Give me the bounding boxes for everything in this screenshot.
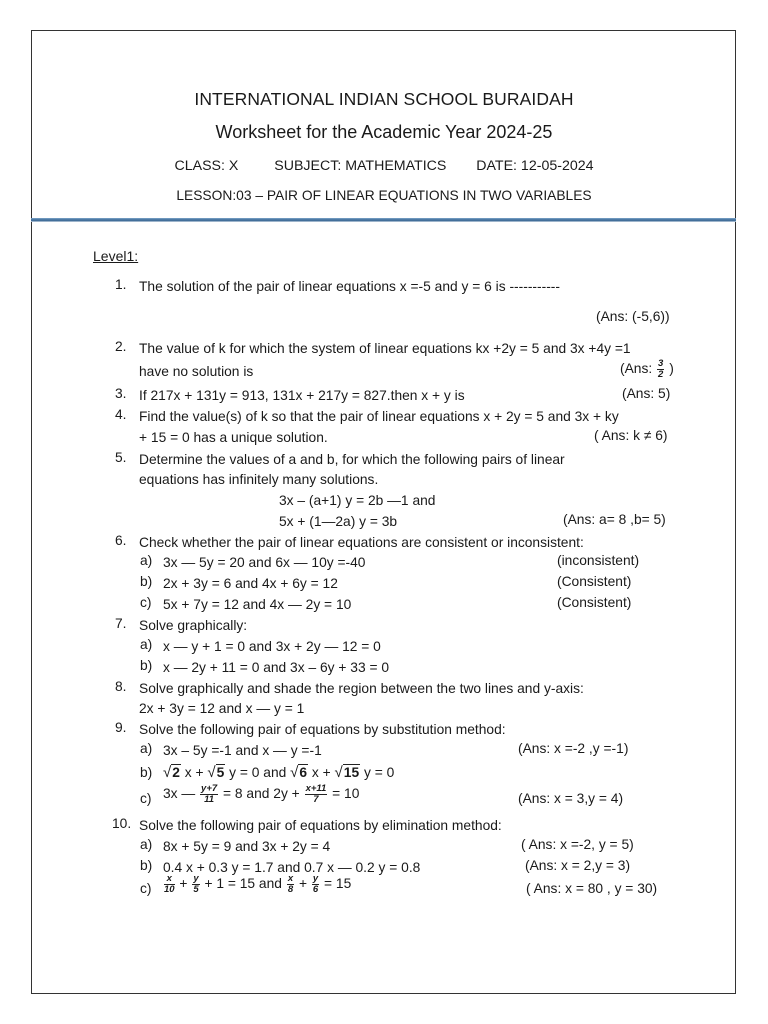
worksheet-title: Worksheet for the Academic Year 2024-25 (215, 122, 553, 142)
q9c-answer: (Ans: x = 3,y = 4) (518, 791, 624, 806)
q7a-label: a) (140, 637, 153, 652)
q1-text: The solution of the pair of linear equations x =-5 and y = 6 is ----------- (139, 279, 560, 294)
fraction-numerator: 3 (658, 358, 664, 369)
q8-equations: 2x + 3y = 12 and x — y = 1 (139, 701, 305, 716)
sqrt-5: √5 (207, 764, 225, 781)
q7b-label: b) (140, 658, 153, 673)
q6a-answer: (inconsistent) (557, 553, 640, 568)
q5-line1: Determine the values of a and b, for which the following pairs of linear (139, 452, 565, 467)
q4-line1: Find the value(s) of k so that the pair of linear equations x + 2y = 5 and 3x + ky (139, 409, 619, 424)
class-subject-date (0, 158, 768, 174)
fraction-x-over-10: $\frac{x}{10}$ (164, 873, 175, 895)
q6-text: Check whether the pair of linear equations are consistent or inconsistent: (139, 535, 584, 550)
q3-number: 3. (115, 386, 127, 401)
q10a-text: 8x + 5y = 9 and 3x + 2y = 4 (163, 839, 331, 854)
q10c-label: c) (140, 881, 152, 896)
sqrt-15: √15 (334, 764, 360, 781)
q6a-label: a) (140, 553, 153, 568)
class-label: CLASS: X (174, 158, 239, 174)
q5-number: 5. (115, 450, 127, 465)
q9b-label: b) (140, 765, 153, 780)
q5-line2: equations has infinitely many solutions. (139, 472, 379, 487)
q9b-text: √2 x + √5 y = 0 and √6 x + √15 y = 0 (163, 764, 395, 781)
q10-text: Solve the following pair of equations by elimination method: (139, 818, 502, 833)
fraction-x-over-8: $\frac{x}{8}$ (287, 873, 294, 895)
q10c-answer: ( Ans: x = 80 , y = 30) (526, 881, 658, 896)
fraction-y-over-5: $\frac{y}{5}$ (193, 873, 199, 895)
q8-text: Solve graphically and shade the region between the two lines and y-axis: (139, 681, 584, 696)
q6b-answer: (Consistent) (557, 574, 632, 589)
q10-number: 10. (112, 816, 132, 831)
fraction-x-plus-11-over-7: $\frac{x+11}{7}$ (305, 783, 327, 805)
q10b-answer: (Ans: x = 2,y = 3) (525, 858, 631, 873)
header-divider (31, 218, 736, 222)
q6a-text: 3x — 5y = 20 and 6x — 10y =-40 (163, 555, 366, 570)
q10b-text: 0.4 x + 0.3 y = 1.7 and 0.7 x — 0.2 y = 0.8 (163, 860, 421, 875)
subject-label: SUBJECT: MATHEMATICS (274, 158, 447, 174)
q2-answer-fraction (657, 359, 664, 380)
q6c-text: 5x + 7y = 12 and 4x — 2y = 10 (163, 597, 352, 612)
q10a-label: a) (140, 837, 153, 852)
q7-number: 7. (115, 616, 127, 631)
q7-text: Solve graphically: (139, 618, 248, 633)
q7a-text: x — y + 1 = 0 and 3x + 2y — 12 = 0 (163, 639, 381, 654)
q7b-text: x — 2y + 11 = 0 and 3x – 6y + 33 = 0 (163, 660, 390, 675)
q6b-label: b) (140, 574, 153, 589)
lesson-title: LESSON:03 – PAIR OF LINEAR EQUATIONS IN TWO VARIABLES (176, 188, 592, 203)
q3-text: If 217x + 131y = 913, 131x + 217y = 827.then x + y is (139, 388, 465, 403)
q2-number: 2. (115, 339, 127, 354)
q9-text: Solve the following pair of equations by substitution method: (139, 722, 506, 737)
level-heading: Level1: (93, 248, 139, 264)
q1-answer: (Ans: (-5,6)) (596, 309, 670, 324)
q9c-label: c) (140, 791, 152, 806)
q10b-label: b) (140, 858, 153, 873)
q9-number: 9. (115, 720, 127, 735)
q9c-text: 3x — $\frac{y+7}{11}$ = 8 and 2y + $\frac{x+11}{7}$ = 10 (163, 783, 360, 805)
q5-answer: (Ans: a= 8 ,b= 5) (563, 512, 666, 527)
q8-number: 8. (115, 679, 127, 694)
q2-answer-prefix: (Ans: (620, 361, 653, 377)
q6b-text: 2x + 3y = 6 and 4x + 6y = 12 (163, 576, 338, 591)
q3-answer: (Ans: 5) (622, 386, 671, 401)
q2-line2: have no solution is (139, 364, 254, 379)
q4-number: 4. (115, 407, 127, 422)
q6c-label: c) (140, 595, 152, 610)
q9a-text: 3x – 5y =-1 and x — y =-1 (163, 743, 322, 758)
q5-equation1: 3x – (a+1) y = 2b —1 and (279, 493, 436, 508)
q2-answer (620, 359, 674, 380)
q9a-label: a) (140, 741, 153, 756)
q5-equation2: 5x + (1—2a) y = 3b (279, 514, 398, 529)
q6-number: 6. (115, 533, 127, 548)
q4-answer: ( Ans: k ≠ 6) (594, 428, 668, 443)
date-label: DATE: 12-05-2024 (476, 158, 594, 174)
q1-number: 1. (115, 277, 127, 292)
school-name: INTERNATIONAL INDIAN SCHOOL BURAIDAH (194, 89, 574, 109)
q10a-answer: ( Ans: x =-2, y = 5) (521, 837, 634, 852)
q2-answer-suffix: ) (669, 361, 674, 377)
sqrt-2: √2 (163, 764, 180, 781)
q6c-answer: (Consistent) (557, 595, 632, 610)
fraction-y-plus-7-over-11: $\frac{y+7}{11}$ (201, 783, 218, 805)
fraction-y-over-6: $\frac{y}{6}$ (312, 873, 319, 895)
q2-line1: The value of k for which the system of linear equations kx +2y = 5 and 3x +4y =1 (139, 341, 631, 356)
q4-line2: + 15 = 0 has a unique solution. (139, 430, 328, 445)
sqrt-6: √6 (290, 764, 308, 781)
q10c-text: $\frac{x}{10}$ + $\frac{y}{5}$ + 1 = 15 and $\frac{x}{8}$ + $\frac{y}{6}$ = 15 (164, 873, 352, 895)
fraction-denominator: 2 (658, 369, 664, 380)
q9a-answer: (Ans: x =-2 ,y =-1) (518, 741, 629, 756)
